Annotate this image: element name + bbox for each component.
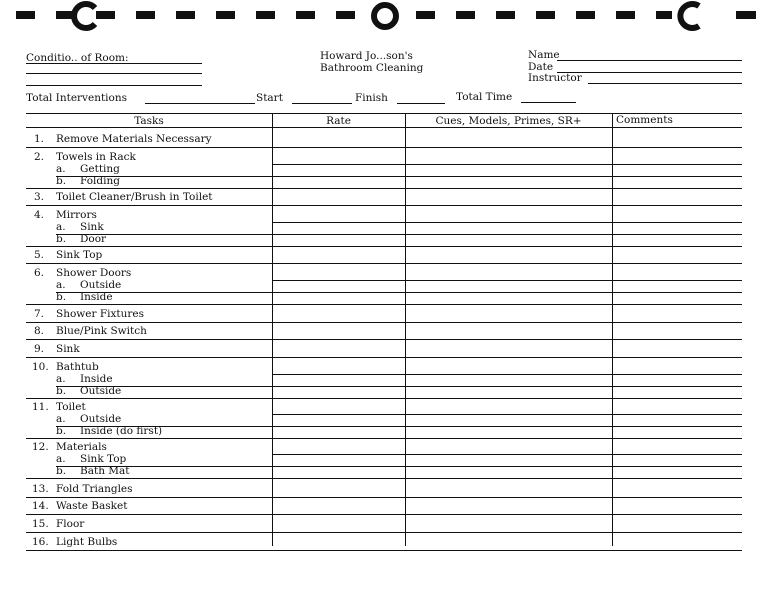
- subtask-divider: [56, 176, 742, 177]
- task-label: Shower Doors: [56, 267, 132, 279]
- column-header-rate: Rate: [326, 115, 351, 127]
- row-divider: [26, 532, 742, 533]
- task-number: 9.: [33, 343, 44, 355]
- task-label: Fold Triangles: [56, 483, 133, 495]
- task-number: 11.: [32, 401, 49, 413]
- column-divider-rate: [272, 113, 273, 546]
- subtask-letter: a.: [56, 163, 66, 175]
- task-number: 13.: [32, 483, 49, 495]
- subtask-label: [56, 175, 120, 187]
- task-number: 14.: [32, 500, 49, 512]
- row-divider: [272, 280, 742, 281]
- row-divider: [26, 438, 742, 439]
- subtask-divider: [56, 234, 742, 235]
- row-divider: [272, 374, 742, 375]
- start-label: Start: [256, 92, 283, 104]
- subtask-text: Bath Mat: [80, 465, 130, 477]
- task-number: 2.: [33, 151, 44, 163]
- subtask-letter: a.: [56, 453, 66, 465]
- task-number: 15.: [32, 518, 49, 530]
- task-label: Toilet Cleaner/Brush in Toilet: [56, 191, 213, 203]
- column-header-tasks: Tasks: [134, 115, 164, 127]
- row-divider: [26, 514, 742, 515]
- subtask-letter: b.: [56, 175, 67, 187]
- row-divider: [272, 222, 742, 223]
- row-divider: [26, 497, 742, 498]
- subtask-letter: a.: [56, 373, 66, 385]
- row-divider: [26, 357, 742, 358]
- condition-line-2: [26, 73, 202, 74]
- subtask-label: [56, 413, 121, 425]
- instructor-label: Instructor: [528, 72, 582, 84]
- row-divider: [26, 304, 742, 305]
- row-divider: [26, 246, 742, 247]
- subtask-text: Inside: [80, 373, 113, 385]
- subtask-label: [56, 279, 121, 291]
- task-label: Waste Basket: [56, 500, 128, 512]
- row-divider: [26, 550, 742, 551]
- column-divider-comments: [612, 113, 613, 546]
- subtask-label: [56, 233, 106, 245]
- column-divider-cues: [405, 113, 406, 546]
- task-label: Light Bulbs: [56, 536, 118, 548]
- task-label: Floor: [56, 518, 85, 530]
- row-divider: [26, 205, 742, 206]
- subtask-divider: [56, 466, 742, 467]
- row-divider: [26, 147, 742, 148]
- subtask-text: Outside: [80, 279, 122, 291]
- task-label: Sink Top: [56, 249, 103, 261]
- subtask-letter: b.: [56, 291, 67, 303]
- total-time-label: Total Time: [456, 91, 513, 103]
- condition-line-1: [26, 63, 202, 64]
- row-divider: [26, 398, 742, 399]
- name-field-line: [557, 60, 742, 61]
- total-time-line: [521, 102, 576, 103]
- finish-line: [397, 103, 445, 104]
- subtask-label: [56, 453, 126, 465]
- subtask-letter: a.: [56, 279, 66, 291]
- task-label: Remove Materials Necessary: [56, 133, 212, 145]
- task-number: 10.: [32, 361, 49, 373]
- subtask-letter: b.: [56, 385, 67, 397]
- task-label: Shower Fixtures: [56, 308, 145, 320]
- total-interventions-label: Total Interventions: [26, 92, 128, 104]
- column-header-cues: Cues, Models, Primes, SR+: [435, 115, 582, 127]
- name-label: Name: [528, 49, 560, 61]
- finish-label: Finish: [355, 92, 388, 104]
- form-title-line1: Howard Jo...son's: [320, 50, 413, 62]
- subtask-text: Inside: [80, 291, 113, 303]
- subtask-text: Door: [80, 233, 107, 245]
- row-divider: [26, 263, 742, 264]
- row-divider: [272, 454, 742, 455]
- form-title-line2: Bathroom Cleaning: [320, 62, 424, 74]
- subtask-text: Sink: [80, 221, 104, 233]
- perforation-strip: [0, 0, 782, 32]
- subtask-divider: [56, 292, 742, 293]
- subtask-letter: a.: [56, 221, 66, 233]
- subtask-letter: b.: [56, 233, 67, 245]
- row-divider: [26, 478, 742, 479]
- subtask-label: [56, 465, 130, 477]
- subtask-letter: b.: [56, 425, 67, 437]
- task-number: 16.: [32, 536, 49, 548]
- row-divider: [26, 188, 742, 189]
- task-label: Materials: [56, 441, 107, 453]
- task-label: Blue/Pink Switch: [56, 325, 147, 337]
- task-label: Sink: [56, 343, 80, 355]
- task-number: 1.: [33, 133, 44, 145]
- subtask-label: [56, 385, 121, 397]
- subtask-label: [56, 373, 113, 385]
- total-interventions-line: [145, 103, 255, 104]
- subtask-label: [56, 425, 162, 437]
- subtask-text: Folding: [80, 175, 120, 187]
- task-number: 5.: [33, 249, 44, 261]
- task-number: 4.: [33, 209, 44, 221]
- subtask-text: Outside: [80, 385, 122, 397]
- subtask-text: Sink Top: [80, 453, 127, 465]
- task-number: 12.: [32, 441, 49, 453]
- task-label: Mirrors: [56, 209, 97, 221]
- row-divider: [26, 339, 742, 340]
- subtask-label: [56, 221, 104, 233]
- subtask-label: [56, 291, 113, 303]
- subtask-label: [56, 163, 120, 175]
- task-number: 8.: [33, 325, 44, 337]
- task-number: 3.: [33, 191, 44, 203]
- task-label: Toilet: [56, 401, 86, 413]
- subtask-text: Inside (do first): [80, 425, 163, 437]
- start-line: [292, 103, 352, 104]
- row-divider: [272, 164, 742, 165]
- task-number: 7.: [33, 308, 44, 320]
- subtask-divider: [56, 386, 742, 387]
- row-divider: [272, 414, 742, 415]
- task-number: 6.: [33, 267, 44, 279]
- date-field-line: [557, 72, 742, 73]
- date-label: Date: [528, 61, 554, 73]
- table-header-border: [26, 127, 742, 128]
- subtask-letter: b.: [56, 465, 67, 477]
- condition-of-room-label: Conditio.. of Room:: [26, 52, 129, 64]
- subtask-text: Outside: [80, 413, 122, 425]
- task-label: Towels in Rack: [56, 151, 136, 163]
- subtask-text: Getting: [80, 163, 120, 175]
- subtask-letter: a.: [56, 413, 66, 425]
- row-divider: [26, 322, 742, 323]
- column-header-comments: Comments: [616, 114, 673, 126]
- task-label: Bathtub: [56, 361, 99, 373]
- condition-line-3: [26, 85, 202, 86]
- instructor-field-line: [588, 83, 742, 84]
